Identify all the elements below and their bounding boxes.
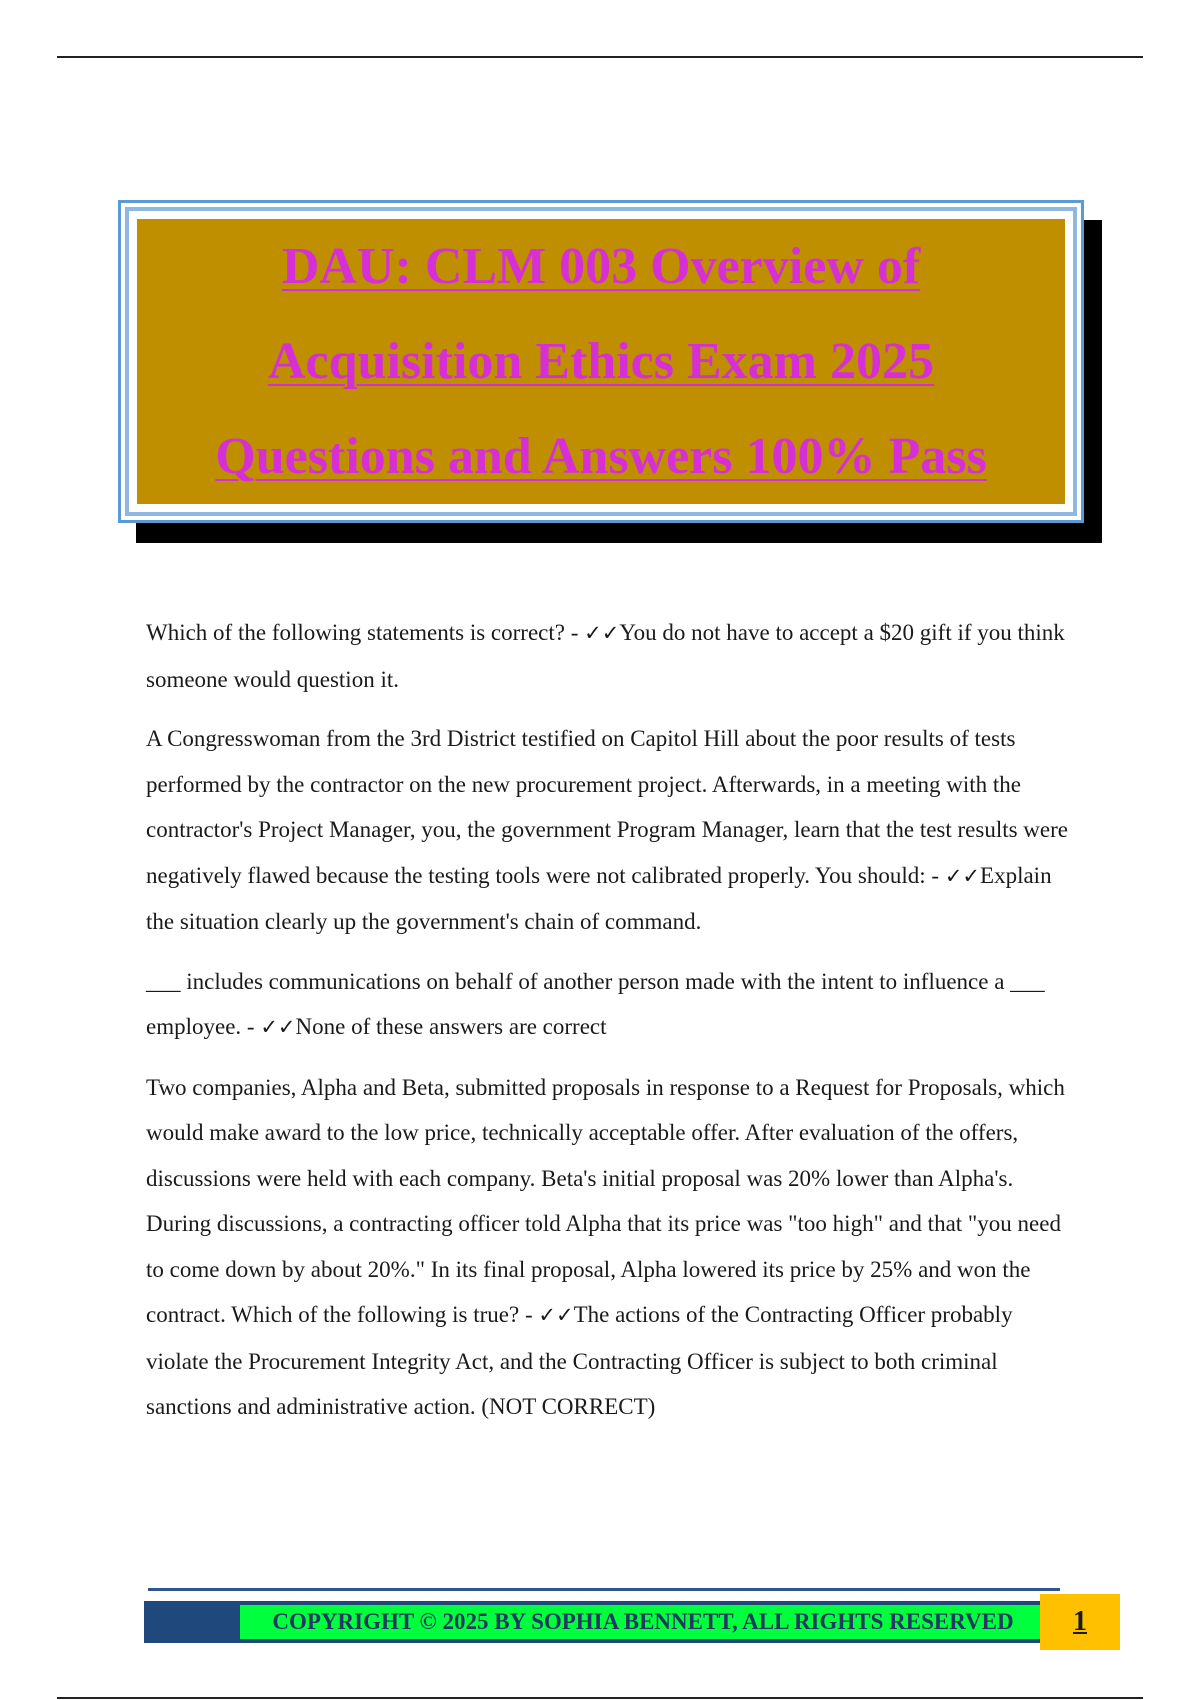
page-number-box xyxy=(1040,1594,1120,1650)
question-text: A Congresswoman from the 3rd District testified on Capitol Hill about the poor results of tests performed by the contractor on the new procurement project. Afterwards, in a meeting with the contractor's Project Manager, you, the government Program Manager, learn that the test results were negatively flawed because the testing tools were not calibrated properly. You should: - xyxy=(146,726,1068,888)
qa-list xyxy=(146,610,1076,1444)
footer-copyright: COPYRIGHT © 2025 BY SOPHIA BENNETT, ALL RIGHTS RESERVED xyxy=(240,1605,1046,1639)
title-box-inner xyxy=(135,217,1067,506)
question-text: Which of the following statements is correct? - xyxy=(146,620,585,645)
qa-item-3 xyxy=(146,959,1076,1051)
answer-text: None of these answers are correct xyxy=(295,1014,607,1039)
answer-text: The actions of the Contracting Officer probably violate the Procurement Integrity Act, and the Contracting Officer is subject to both criminal sanctions and administrative action. (NOT CORRECT) xyxy=(146,1302,1013,1419)
title-box xyxy=(118,200,1084,523)
double-check-icon: ✓✓ xyxy=(584,621,620,645)
double-check-icon: ✓✓ xyxy=(260,1015,296,1039)
page-number: 1 xyxy=(1073,1606,1087,1637)
title-line-1: DAU: CLM 003 Overview of xyxy=(281,238,921,295)
header-rule xyxy=(57,56,1143,58)
qa-item-2 xyxy=(146,716,1076,945)
double-check-icon: ✓✓ xyxy=(944,863,981,888)
title-line-2: Acquisition Ethics Exam 2025 xyxy=(268,333,934,390)
double-check-icon: ✓✓ xyxy=(538,1303,574,1327)
footer-bottom-rule xyxy=(57,1697,1143,1699)
answer-text: Explain the situation clearly up the government's chain of command. xyxy=(146,862,1052,934)
footer-rule xyxy=(148,1588,1060,1591)
answer-text: You do not have to accept a $20 gift if you think someone would question it. xyxy=(146,620,1065,692)
question-text: Two companies, Alpha and Beta, submitted proposals in response to a Request for Proposals, which would make award to the low price, technically acceptable offer. After evaluation of the offers, discussions were held with each company. Beta's initial proposal was 20% lower than Alpha's. During discussions, a contracting officer told Alpha that its price was "too high" and that "you need to come down by about 20%." In its final proposal, Alpha lowered its price by 25% and won the contract. Which of the following is true? - xyxy=(146,1074,1065,1327)
qa-item-1 xyxy=(146,610,1076,702)
title-line-3: Questions and Answers 100% Pass xyxy=(215,428,987,485)
question-text: ___ includes communications on behalf of another person made with the intent to influence a ___ employee. - xyxy=(146,968,1045,1039)
qa-item-4 xyxy=(146,1065,1076,1430)
